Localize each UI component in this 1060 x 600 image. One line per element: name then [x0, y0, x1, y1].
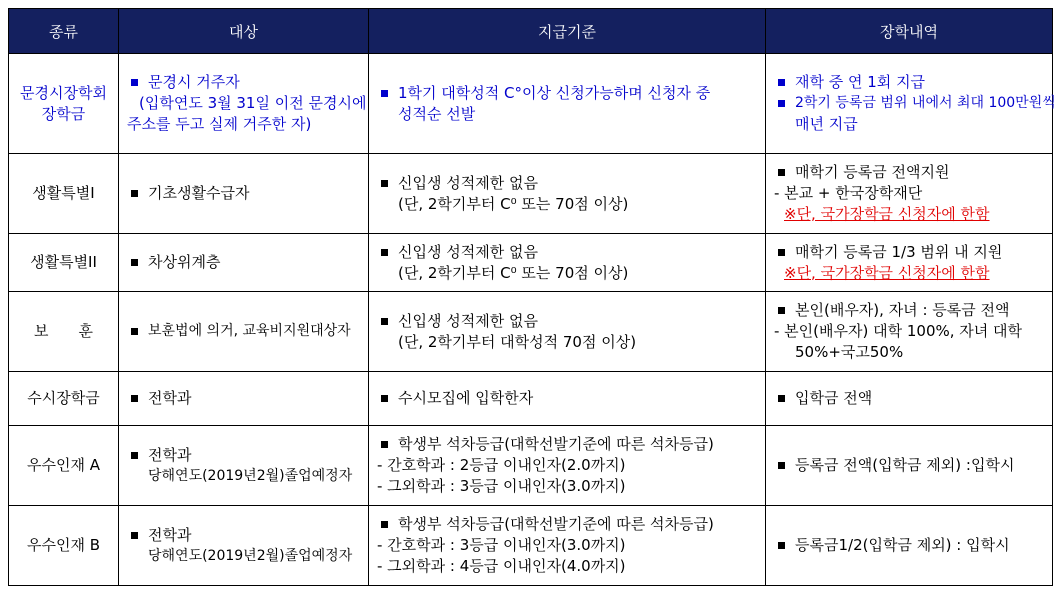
notice-text: ※단, 국가장학금 신청자에 한함	[784, 205, 990, 223]
table-row	[9, 54, 1053, 154]
criteria-cell	[369, 54, 766, 154]
notice-text: ※단, 국가장학금 신청자에 한함	[784, 263, 990, 282]
bullet-icon	[778, 395, 785, 402]
target-text: 보훈법에 의거, 교육비지원대상자	[148, 323, 351, 339]
bullet-icon	[131, 532, 138, 539]
target-cell	[119, 292, 369, 372]
header-target: 대상	[119, 9, 369, 54]
criteria-text: 신입생 성적제한 없음	[398, 173, 538, 192]
criteria-text: - 간호학과 : 2등급 이내인자(2.0까지)	[377, 456, 626, 474]
bullet-icon	[381, 90, 388, 97]
target-text: 문경시 거주자	[148, 73, 240, 91]
bullet-icon	[381, 318, 388, 325]
type-cell: 우수인재 B	[9, 506, 119, 586]
bullet-icon	[778, 307, 785, 314]
bullet-icon	[778, 542, 785, 549]
bullet-icon	[778, 100, 785, 107]
bullet-icon	[131, 452, 138, 459]
benefit-text: - 본인(배우자) 대학 100%, 자녀 대학	[774, 322, 1022, 340]
target-text: 당해연도(2019년2월)졸업예정자	[148, 467, 353, 484]
criteria-cell	[369, 426, 766, 506]
table-row	[9, 234, 1053, 292]
criteria-cell	[369, 292, 766, 372]
bullet-icon	[381, 441, 388, 448]
benefit-text: 매학기 등록금 전액지원	[795, 163, 950, 181]
benefit-text: 등록금 전액(입학금 제외) :입학시	[795, 456, 1015, 474]
bullet-icon	[778, 249, 785, 256]
benefit-text: 등록금1/2(입학금 제외) : 입학시	[795, 536, 1010, 554]
benefit-cell	[766, 234, 1053, 292]
bullet-icon	[131, 328, 138, 335]
target-text: 전학과	[148, 525, 192, 544]
target-cell	[119, 154, 369, 234]
table-row	[9, 426, 1053, 506]
target-text: 당해연도(2019년2월)졸업예정자	[148, 547, 353, 564]
benefit-cell	[766, 426, 1053, 506]
benefit-text: 재학 중 연 1회 지급	[795, 73, 926, 91]
target-text: (입학연도 3월 31일 이전 문경시에	[139, 94, 367, 112]
target-text: 전학과	[148, 389, 192, 407]
benefit-text: 입학금 전액	[795, 389, 873, 407]
benefit-text: 본인(배우자), 자녀 : 등록금 전액	[795, 301, 1010, 319]
benefit-text: 2학기 등록금 범위 내에서 최대 100만원씩	[795, 95, 1056, 111]
benefit-cell	[766, 292, 1053, 372]
benefit-cell	[766, 372, 1053, 426]
criteria-text: - 간호학과 : 3등급 이내인자(3.0까지)	[377, 536, 626, 554]
target-text: 기초생활수급자	[148, 184, 250, 202]
criteria-cell	[369, 506, 766, 586]
type-cell: 수시장학금	[9, 372, 119, 426]
bullet-icon	[778, 462, 785, 469]
criteria-text: (단, 2학기부터 C⁰ 또는 70점 이상)	[398, 263, 629, 282]
scholarship-table-container	[8, 8, 1056, 586]
benefit-text: 매학기 등록금 1/3 범위 내 지원	[795, 242, 1003, 261]
bullet-icon	[131, 395, 138, 402]
bullet-icon	[131, 79, 138, 86]
criteria-text: 신입생 성적제한 없음	[398, 311, 538, 330]
criteria-text: (단, 2학기부터 C⁰ 또는 70점 이상)	[398, 194, 629, 213]
criteria-text: 수시모집에 입학한자	[398, 389, 534, 407]
scholarship-table	[8, 8, 1056, 586]
criteria-text: 신입생 성적제한 없음	[398, 242, 538, 261]
criteria-cell	[369, 154, 766, 234]
type-text: 문경시장학회	[20, 83, 107, 102]
target-text: 주소를 두고 실제 거주한 자)	[127, 115, 312, 133]
table-header-row	[9, 9, 1053, 54]
bullet-icon	[381, 521, 388, 528]
bullet-icon	[381, 180, 388, 187]
header-criteria: 지급기준	[369, 9, 766, 54]
target-cell	[119, 506, 369, 586]
target-cell	[119, 372, 369, 426]
criteria-text: 학생부 석차등급(대학선발기준에 따른 석차등급)	[398, 515, 714, 533]
criteria-text: 1학기 대학성적 C°이상 신청가능하며 신청자 중	[398, 83, 711, 102]
type-cell	[9, 54, 119, 154]
type-cell: 생활특별I	[9, 154, 119, 234]
bullet-icon	[381, 249, 388, 256]
criteria-text: 성적순 선발	[398, 104, 476, 123]
target-text: 차상위계층	[148, 253, 221, 271]
target-cell	[119, 426, 369, 506]
benefit-text: 50%+국고50%	[795, 343, 904, 361]
table-row	[9, 154, 1053, 234]
bullet-icon	[131, 190, 138, 197]
bullet-icon	[778, 79, 785, 86]
target-cell	[119, 54, 369, 154]
header-benefit: 장학내역	[766, 9, 1053, 54]
criteria-text: (단, 2학기부터 대학성적 70점 이상)	[398, 332, 637, 351]
criteria-text: - 그외학과 : 4등급 이내인자(4.0까지)	[377, 557, 626, 575]
target-text: 전학과	[148, 445, 192, 464]
benefit-cell	[766, 506, 1053, 586]
type-cell: 보 훈	[9, 292, 119, 372]
target-cell	[119, 234, 369, 292]
type-cell: 생활특별II	[9, 234, 119, 292]
header-type: 종류	[9, 9, 119, 54]
criteria-text: - 그외학과 : 3등급 이내인자(3.0까지)	[377, 477, 626, 495]
benefit-cell	[766, 154, 1053, 234]
bullet-icon	[778, 169, 785, 176]
table-row	[9, 372, 1053, 426]
table-row	[9, 292, 1053, 372]
criteria-cell	[369, 372, 766, 426]
benefit-text: - 본교 + 한국장학재단	[774, 184, 923, 202]
type-text: 장학금	[41, 104, 86, 123]
type-cell: 우수인재 A	[9, 426, 119, 506]
benefit-text: 매년 지급	[795, 115, 858, 133]
table-row	[9, 506, 1053, 586]
criteria-text: 학생부 석차등급(대학선발기준에 따른 석차등급)	[398, 435, 714, 453]
bullet-icon	[381, 395, 388, 402]
benefit-cell	[766, 54, 1056, 154]
bullet-icon	[131, 259, 138, 266]
criteria-cell	[369, 234, 766, 292]
